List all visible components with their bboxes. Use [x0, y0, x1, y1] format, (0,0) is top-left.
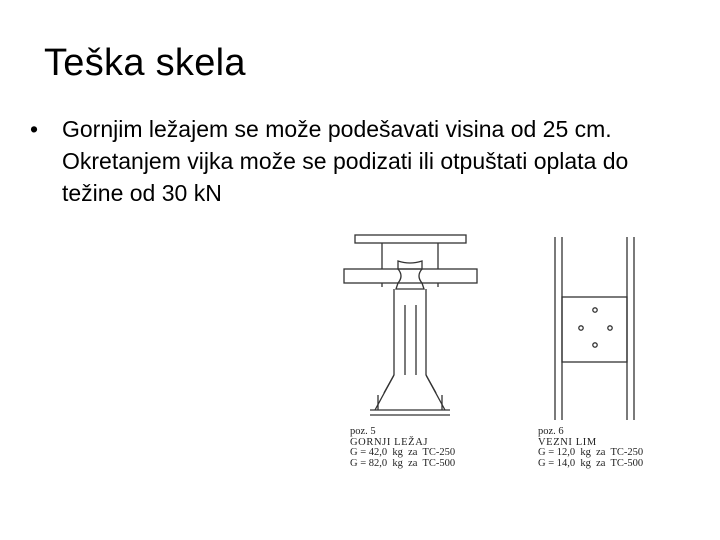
caption-connecting-plate [538, 427, 643, 469]
caption-upper-bearing [350, 427, 455, 469]
caption-weight-1: G = 12,0 kg za TC-250 [538, 447, 644, 458]
caption-weight-1: G = 42,0 kg za TC-250 [350, 447, 456, 458]
slide-title: Teška skela [44, 42, 246, 84]
caption-weight-2: G = 14,0 kg za TC-500 [538, 457, 644, 469]
bullet-symbol: • [30, 116, 39, 142]
caption-name: VEZNI LIM [538, 436, 597, 448]
connecting-plate-drawing [555, 237, 634, 420]
bullet-item [30, 113, 690, 209]
caption-name: GORNJI LEŽAJ [350, 436, 429, 448]
caption-position: poz. 6 [538, 426, 564, 437]
bullet-text: Gornjim ležajem se može podešavati visina od 25 cm. Okretanjem vijka može se podizati ili otpuštati oplata do težine od 30 kN [62, 116, 629, 206]
caption-weight-2: G = 82,0 kg za TC-500 [350, 457, 456, 469]
caption-position: poz. 5 [350, 426, 376, 437]
upper-bearing-drawing [344, 235, 477, 415]
